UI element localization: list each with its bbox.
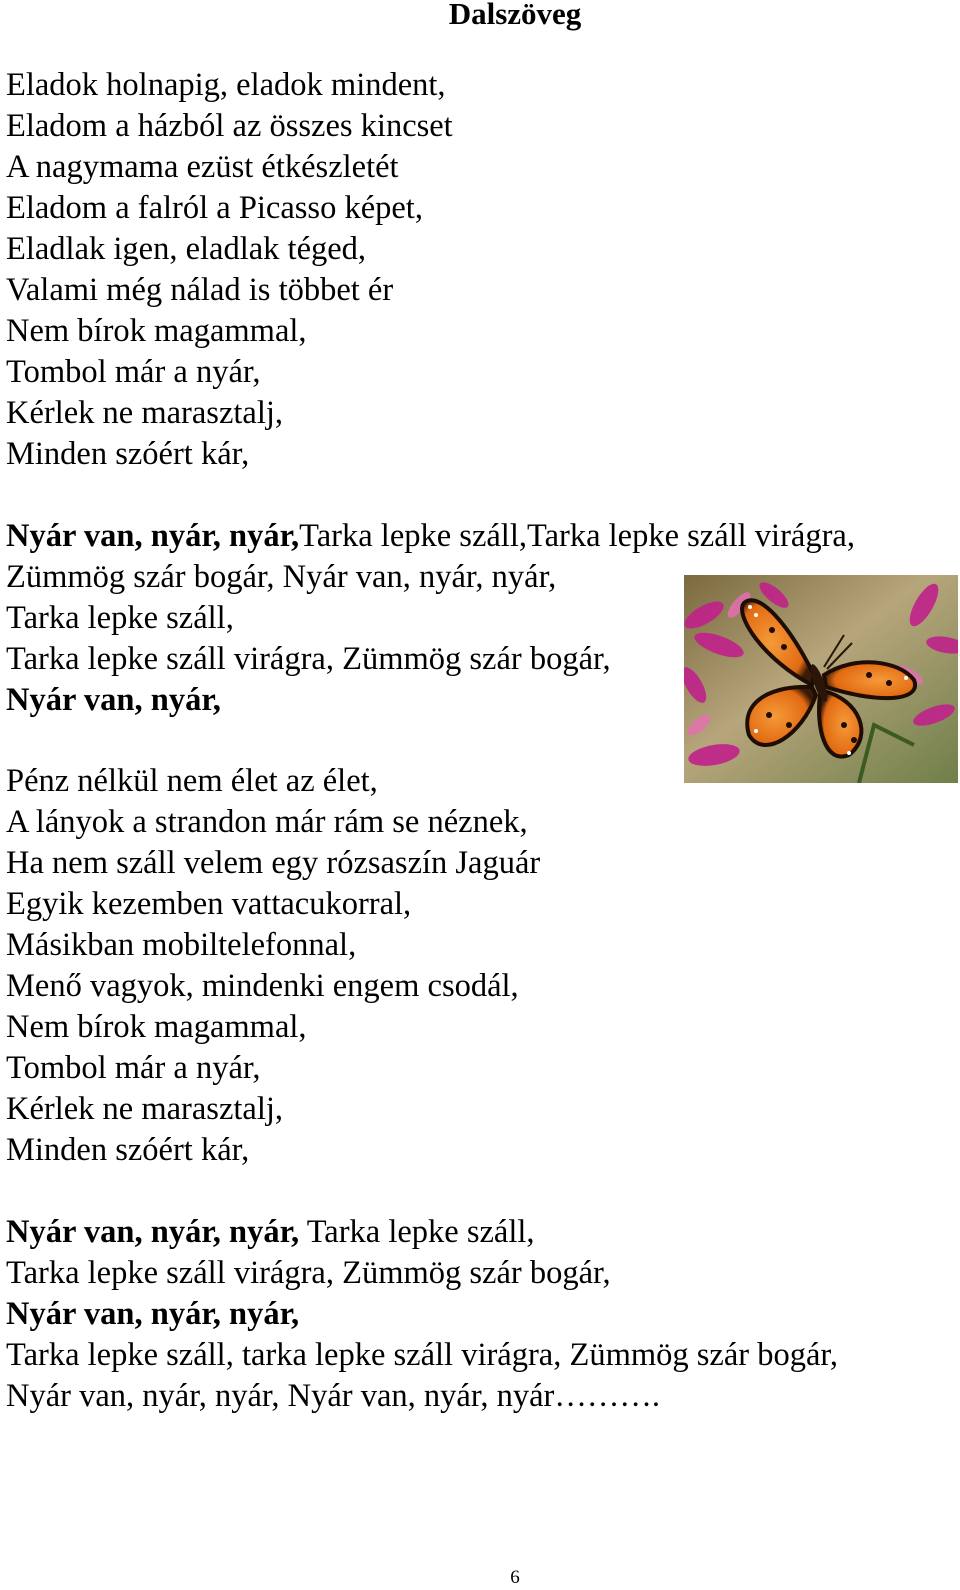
verse-line: Valami még nálad is többet ér [6, 272, 394, 308]
butterfly-photo [684, 575, 958, 783]
verse-line: Minden szóért kár, [6, 436, 250, 472]
verse-line: Menő vagyok, mindenki engem csodál, [6, 968, 519, 1004]
chorus-line: Tarka lepke száll virágra, Zümmög szár bogár, [6, 1255, 611, 1291]
verse-line: Kérlek ne marasztalj, [6, 395, 284, 431]
chorus-line: Nyár van, nyár, [6, 682, 221, 718]
verse-line: Másikban mobiltelefonnal, [6, 927, 357, 963]
verse-line: Ha nem száll velem egy rózsaszín Jaguár [6, 845, 541, 881]
verse-line: Kérlek ne marasztalj, [6, 1091, 284, 1127]
chorus-line: Nyár van, nyár, nyár, Nyár van, nyár, nyár………. [6, 1378, 660, 1414]
verse-line: Eladom a házból az összes kincset [6, 108, 453, 144]
verse-line: A lányok a strandon már rám se néznek, [6, 804, 528, 840]
verse-line: Eladom a falról a Picasso képet, [6, 190, 423, 226]
verse-line: Egyik kezemben vattacukorral, [6, 886, 412, 922]
page-number: 6 [510, 1567, 520, 1588]
verse-line: Tombol már a nyár, [6, 1050, 261, 1086]
chorus-line: Nyár van, nyár, nyár, [6, 1296, 300, 1332]
verse-line: A nagymama ezüst étkészletét [6, 149, 399, 185]
chorus-line: Tarka lepke száll, tarka lepke száll virágra, Zümmög szár bogár, [6, 1337, 839, 1373]
verse-line: Nem bírok magammal, [6, 1009, 307, 1045]
chorus-line [6, 1212, 535, 1252]
verse-line: Nem bírok magammal, [6, 313, 307, 349]
verse-line: Minden szóért kár, [6, 1132, 250, 1168]
chorus-bold-text: Nyár van, nyár, nyár, [6, 1214, 300, 1250]
chorus-line [6, 516, 855, 556]
chorus-text: Tarka lepke száll,Tarka lepke száll virágra, [299, 518, 855, 554]
chorus-line: Tarka lepke száll virágra, Zümmög szár bogár, [6, 641, 611, 677]
chorus-line: Zümmög szár bogár, Nyár van, nyár, nyár, [6, 559, 557, 595]
verse-line: Tombol már a nyár, [6, 354, 261, 390]
verse-line: Pénz nélkül nem élet az élet, [6, 763, 378, 799]
verse-line: Eladok holnapig, eladok mindent, [6, 67, 446, 103]
chorus-line: Tarka lepke száll, [6, 600, 234, 636]
verse-line: Eladlak igen, eladlak téged, [6, 231, 367, 267]
page-title: Dalszöveg [448, 0, 582, 31]
chorus-bold-text: Nyár van, nyár, nyár, [6, 518, 300, 554]
chorus-text: Tarka lepke száll, [299, 1214, 535, 1250]
